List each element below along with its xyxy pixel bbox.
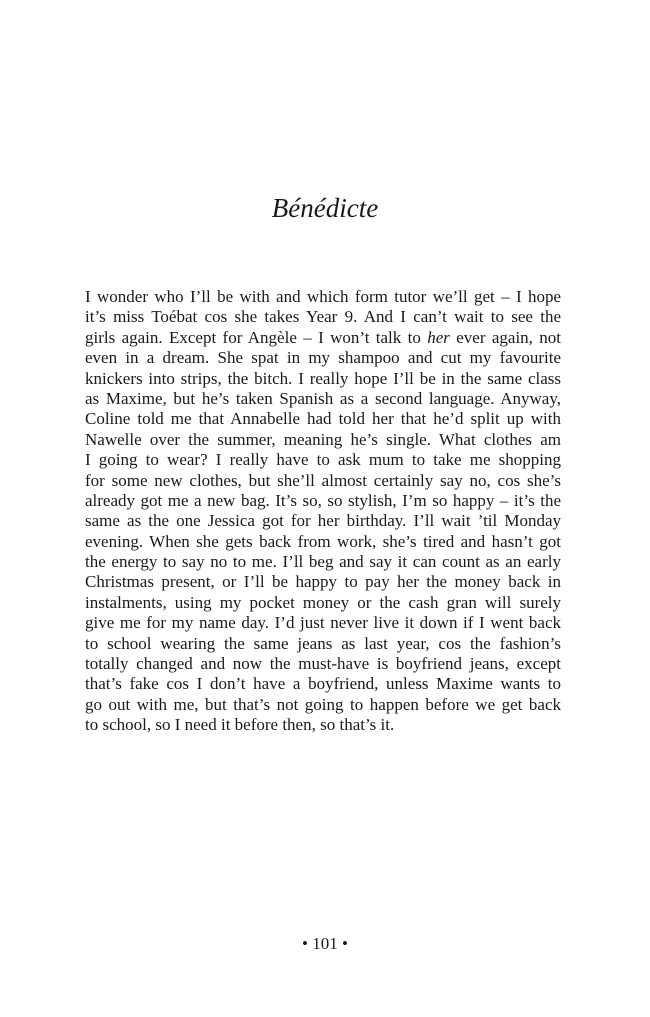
text-line: for some new clothes, but she’ll almost certainly say no, cos she’s — [85, 470, 561, 490]
text-line: I going to wear? I really have to ask mum to take me shopping — [85, 450, 561, 470]
text-line: go out with me, but that’s not going to happen before we get back — [85, 694, 561, 714]
text-line: evening. When she gets back from work, she’s tired and hasn’t got — [85, 531, 561, 551]
text-line: as Maxime, but he’s taken Spanish as a second language. Anyway, — [85, 388, 561, 408]
body-paragraph — [85, 287, 561, 736]
text-line: Christmas present, or I’ll be happy to pay her the money back in — [85, 572, 561, 592]
text-line: same as the one Jessica got for her birthday. I’ll wait ’til Monday — [85, 511, 561, 531]
text-line-start: girls again. Except for Angèle – I won’t talk to — [85, 327, 428, 347]
text-line: to school, so I need it before then, so that’s it. — [85, 715, 395, 735]
text-line: instalments, using my pocket money or the cash gran will surely — [85, 592, 561, 612]
text-line: knickers into strips, the bitch. I really hope I’ll be in the same class — [85, 368, 561, 388]
text-line: totally changed and now the must-have is boyfriend jeans, except — [85, 654, 561, 674]
text-line: Coline told me that Annabelle had told her that he’d split up with — [85, 409, 561, 429]
text-line: the energy to say no to me. I’ll beg and say it can count as an early — [85, 552, 561, 572]
text-line: I wonder who I’ll be with and which form tutor we’ll get – I hope — [85, 287, 561, 306]
text-line-end: ever again, not — [449, 327, 561, 347]
text-line: give me for my name day. I’d just never live it down if I went back — [85, 613, 561, 633]
text-line: to school wearing the same jeans as last year, cos the fashion’s — [85, 633, 561, 653]
chapter-title: Bénédicte — [271, 193, 379, 223]
emphasized-word: her — [427, 327, 450, 347]
text-line: it’s miss Toébat cos she takes Year 9. And I can’t wait to see the — [85, 307, 561, 327]
text-line: Nawelle over the summer, meaning he’s single. What clothes am — [85, 429, 561, 449]
text-line: already got me a new bag. It’s so, so stylish, I’m so happy – it’s the — [85, 490, 561, 510]
text-line: even in a dream. She spat in my shampoo and cut my favourite — [85, 348, 561, 368]
text-line — [85, 328, 561, 348]
text-line: that’s fake cos I don’t have a boyfriend, unless Maxime wants to — [85, 674, 561, 694]
page-number: • 101 • — [302, 934, 348, 953]
